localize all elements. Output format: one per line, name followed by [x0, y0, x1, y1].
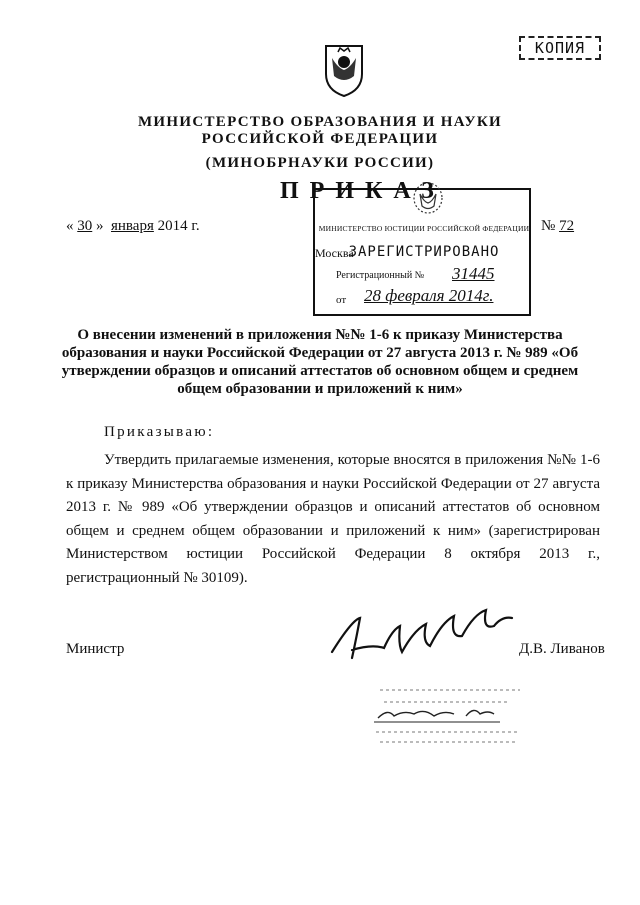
order-title: О внесении изменений в приложения №№ 1-6 к приказу Министерства образования и науки Российской Федерации от 27 августа 2013 г. № 989 «Об утверждении образцов и описаний аттестатов об основном общем и среднем общем образовании и приложений к ним»	[61, 327, 579, 397]
stamp-reg-label: Регистрационный №	[336, 270, 425, 281]
stamp-status: ЗАРЕГИСТРИРОВАНО	[348, 244, 500, 260]
signer-name: Д.В. Ливанов	[519, 641, 605, 657]
stamp-reg-number: 31445	[452, 264, 495, 283]
date-close-quote: »	[96, 218, 104, 234]
date-month: января	[111, 218, 154, 234]
city: Москва	[315, 246, 354, 260]
certification-stamp	[370, 680, 530, 765]
number-label: №	[541, 218, 556, 234]
stamp-date: 28 февраля 2014г.	[364, 286, 494, 305]
document-type: ПРИКАЗ	[280, 178, 445, 204]
handwritten-signature	[322, 600, 522, 670]
order-number	[541, 218, 574, 235]
date-year: 2014 г.	[157, 218, 200, 234]
ministry-short-name: (МИНОБРНАУКИ РОССИИ)	[205, 155, 435, 171]
ministry-name-line1: МИНИСТЕРСТВО ОБРАЗОВАНИЯ И НАУКИ	[137, 114, 503, 130]
stamp-ministry: МИНИСТЕРСТВО ЮСТИЦИИ РОССИЙСКОЙ ФЕДЕРАЦИИ	[318, 224, 530, 233]
stamp-date-label: от	[336, 294, 347, 306]
ministry-name-line2: РОССИЙСКОЙ ФЕДЕРАЦИИ	[201, 131, 439, 147]
number-value: 72	[559, 218, 575, 234]
order-body: Утвердить прилагаемые изменения, которые вносятся в приложения №№ 1-6 к приказу Министерства образования и науки Российской Федерации от 27 августа 2013 г. № 989 «Об утверждении образцов и описаний аттестатов об основном общем и среднем общем образовании и приложений к ним» (зарегистрирован Министерством юстиции Российской Федерации 8 октября 2013 г., регистрационный № 30109).	[66, 452, 600, 586]
copy-stamp: КОПИЯ	[519, 36, 601, 60]
order-date	[66, 218, 200, 235]
russian-emblem-icon	[318, 40, 370, 98]
date-day: 30	[77, 218, 93, 234]
date-open-quote: «	[66, 218, 74, 234]
order-word: Приказываю:	[104, 424, 215, 440]
signer-position: Министр	[66, 641, 125, 657]
